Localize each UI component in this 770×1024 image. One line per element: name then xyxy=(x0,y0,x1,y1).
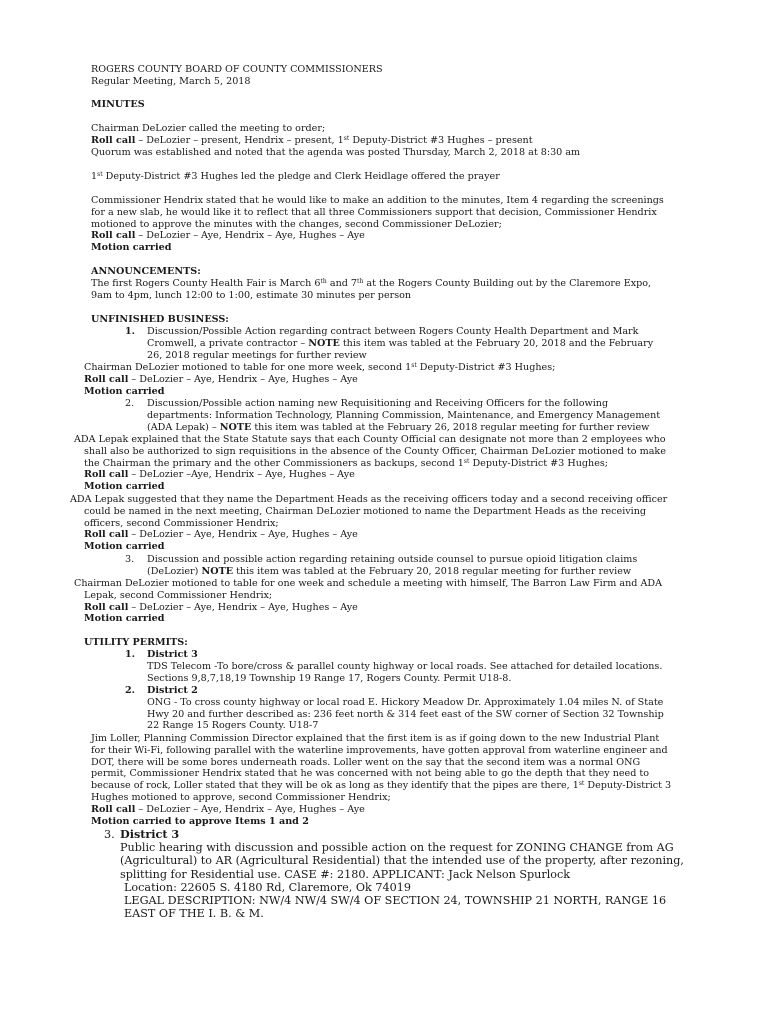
unfinished-item-2-followup: ADA Lepak suggested that they name the Department Heads as the receiving officers today and a second receiving officer could be named in the next meeting, Chairman DeLozier motioned to name the Department Heads as the receiving officers, second Commissioner Hendrix; Roll call – DeLozier – Aye, Hendrix – Aye, Hughes – Aye Motion carried xyxy=(70,494,668,553)
announcements-section: ANNOUNCEMENTS: The first Rogers County Health Fair is March 6th and 7th at the Rogers County Building out by the Claremore Expo, 9am to 4pm, lunch 12:00 to 1:00, estimate 30 minutes per person xyxy=(91,266,652,301)
minutes-heading: MINUTES xyxy=(91,99,145,110)
announcements-heading: ANNOUNCEMENTS: xyxy=(91,266,201,277)
unfinished-item-1-motion: Chairman DeLozier motioned to table for one more week, second 1st Deputy-District #3 Hughes; Roll call – DeLozier – Aye, Hendrix – Aye, Hughes – Aye Motion carried xyxy=(84,362,556,397)
opening-roll-call: Roll call – DeLozier – present, Hendrix – present, 1st Deputy-District #3 Hughes – present xyxy=(91,134,533,146)
called-to-order: Chairman DeLozier called the meeting to order; xyxy=(91,123,326,134)
unfinished-item-3-motion: Chairman DeLozier motioned to table for one week and schedule a meeting with himself, The Barron Law Firm and ADA Lepak, second Commissioner Hendrix; Roll call – DeLozier – Aye, Hendrix – Aye, Hughes – Aye Motion carried xyxy=(74,578,663,625)
unfinished-item-2: 2. Discussion/Possible action naming new Requisitioning and Receiving Officers for the following departments: Information Technology, Planning Commission, Maintenance, and Emergency Management (ADA Lepak) – NOTE this item was tabled at the February 26, 2018 regular meeting for further review xyxy=(125,398,661,433)
unfinished-item-3: 3. Discussion and possible action regarding retaining outside counsel to pursue opioid litigation claims (DeLozier) NOTE this item was tabled at the February 20, 2018 regular meeting for further review xyxy=(125,554,638,577)
zoning-item-3: 3. District 3 Public hearing with discussion and possible action on the request for ZONING CHANGE from AG (Agricultural) to AR (Agricultural Residential) that the intended use of the property, after rezoning, splitting for Residential use. CASE #: 2180. APPLICANT: Jack Nelson Spurlock Location: 22605 S. 4180 Rd, Claremore, Ok 74019 LEGAL DESCRIPTION: NW/4 NW/4 SW/4 OF SECTION 24, TOWNSHIP 21 NORTH, RANGE 16 EAST OF THE I. B. & M. xyxy=(104,827,684,921)
motion-carried: Motion carried xyxy=(91,242,172,254)
unfinished-item-2-discussion: ADA Lepak explained that the State Statute says that each County Official can designate not more than 2 employees who shall also be authorized to sign requisitions in the absence of the County Officer, Chairman DeLozier motioned to make the Chairman the primary and the other Commissioners as backups, second 1st Deputy-District #3 Hughes; Roll call – DeLozier –Aye, Hendrix – Aye, Hughes – Aye Motion carried xyxy=(74,434,666,493)
document-header xyxy=(91,64,383,88)
opening-section xyxy=(91,123,580,158)
utility-permits-heading: UTILITY PERMITS: xyxy=(84,637,188,648)
unfinished-business-heading: UNFINISHED BUSINESS: xyxy=(91,314,229,325)
permit-item-1: 1. District 3 TDS Telecom -To bore/cross & parallel county highway or local roads. See attached for detailed locations. Sections 9,8,7,18,19 Township 19 Range 17, Rogers County. Permit U18-8. xyxy=(125,649,663,684)
unfinished-item-1: 1. Discussion/Possible Action regarding contract between Rogers County Health Department and Mark Cromwell, a private contractor – NOTE this item was tabled at the February 20, 2018 and the February 26, 2018 regular meetings for further review xyxy=(125,326,654,361)
permit-item-2: 2. District 2 ONG - To cross county highway or local road E. Hickory Meadow Dr. Approximately 1.04 miles N. of State Hwy 20 and further described as: 236 feet north & 314 feet east of the SW corner of Section 32 Township 22 Range 15 Rogers County. U18-7 xyxy=(125,685,664,732)
meeting-date: Regular Meeting, March 5, 2018 xyxy=(91,75,251,87)
addition-to-minutes: Commissioner Hendrix stated that he would like to make an addition to the minutes, Item 4 regarding the screenings for a new slab, he would like it to reflect that all three Commissioners support that decision, Commissioner Hendrix motioned to approve the minutes with the changes, second Commissioner DeLozier; Roll call – DeLozier – Aye, Hendrix – Aye, Hughes – Aye Motion carried xyxy=(91,195,664,254)
document-title: ROGERS COUNTY BOARD OF COUNTY COMMISSIONERS xyxy=(91,64,383,75)
quorum-statement: Quorum was established and noted that the agenda was posted Thursday, March 2, 2018 at 8:30 am xyxy=(91,146,581,158)
pledge-line: 1st Deputy-District #3 Hughes led the pledge and Clerk Heidlage offered the prayer xyxy=(91,171,500,182)
permit-discussion: Jim Loller, Planning Commission Director explained that the first item is as if going down to the new Industrial Plant for their Wi-Fi, following parallel with the waterline improvements, have gotten approval from waterline engineer and DOT, there will be some bores underneath roads. Loller went on the say that the second item was a normal ONG permit, Commissioner Hendrix stated that he was concerned with not being able to go the depth that they need to because of rock, Loller stated that they will be ok as long as they identify that the pipes are there, 1st Deputy-District 3 Hughes motioned to approve, second Commissioner Hendrix; Roll call – DeLozier – Aye, Hendrix – Aye, Hughes – Aye Motion carried to approve Items 1 and 2 xyxy=(91,733,672,827)
